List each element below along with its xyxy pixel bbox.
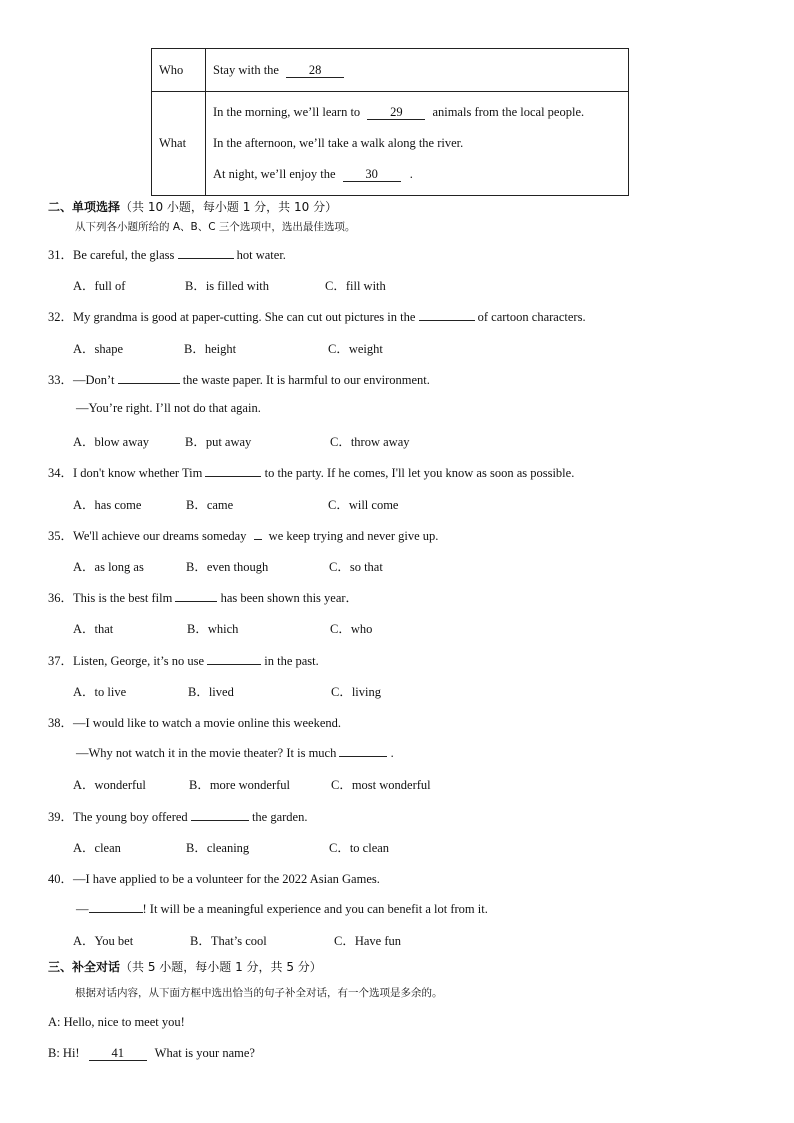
- question-35: 35．We'll achieve our dreams someday we keep trying and never give up.: [48, 529, 439, 543]
- option-40-c[interactable]: C．Have fun: [334, 934, 401, 948]
- option-35-b[interactable]: B．even though: [186, 560, 269, 574]
- option-38-a[interactable]: A．wonderful: [73, 778, 146, 792]
- option-39-b[interactable]: B．cleaning: [186, 841, 250, 855]
- option-35-a[interactable]: A．as long as: [73, 560, 144, 574]
- what-label: What: [152, 92, 206, 196]
- option-32-c[interactable]: C．weight: [328, 342, 383, 356]
- question-33-reply: —You’re right. I’ll not do that again.: [76, 401, 261, 415]
- option-39-a[interactable]: A．clean: [73, 841, 121, 855]
- who-label: Who: [152, 49, 206, 92]
- option-37-a[interactable]: A．to live: [73, 685, 127, 699]
- question-38: 38．—I would like to watch a movie online this weekend.: [48, 716, 342, 730]
- blank-30: 30: [343, 167, 401, 182]
- option-31-c[interactable]: C．fill with: [325, 279, 386, 293]
- question-40: 40．—I have applied to be a volunteer for the 2022 Asian Games.: [48, 872, 380, 886]
- option-34-a[interactable]: A．has come: [73, 498, 142, 512]
- option-36-b[interactable]: B．which: [187, 622, 239, 636]
- table-row-who: [152, 49, 629, 92]
- option-35-c[interactable]: C．so that: [329, 560, 383, 574]
- option-38-c[interactable]: C．most wonderful: [331, 778, 431, 792]
- question-40-reply: — ! It will be a meaningful experience and you can benefit a lot from it.: [76, 902, 488, 916]
- option-31-a[interactable]: A．full of: [73, 279, 126, 293]
- option-39-c[interactable]: C．to clean: [329, 841, 390, 855]
- who-cell: [206, 49, 629, 92]
- section3-instruction: 根据对话内容，从下面方框中选出恰当的句子补全对话，有一个选项是多余的。: [75, 987, 443, 999]
- option-33-c[interactable]: C．throw away: [330, 435, 410, 449]
- question-33: 33．—Don’t the waste paper. It is harmful to our environment.: [48, 373, 430, 387]
- question-36: 36．This is the best film has been shown this year．: [48, 591, 359, 605]
- option-34-c[interactable]: C．will come: [328, 498, 399, 512]
- option-36-c[interactable]: C．who: [330, 622, 373, 636]
- question-39: 39．The young boy offered the garden.: [48, 810, 308, 824]
- what-line-3: At night, we’ll enjoy the 30 .: [213, 167, 413, 181]
- option-32-a[interactable]: A．shape: [73, 342, 123, 356]
- blank-41: 41: [89, 1046, 147, 1061]
- what-line-1: In the morning, we’ll learn to 29 animals from the local people.: [213, 105, 585, 119]
- option-37-b[interactable]: B．lived: [188, 685, 234, 699]
- dialogue-line-a1: A: Hello, nice to meet you!: [48, 1015, 185, 1029]
- dialogue-line-b1: B: Hi! 41 What is your name?: [48, 1046, 255, 1060]
- what-line-2: In the afternoon, we’ll take a walk along the river.: [213, 136, 464, 150]
- option-32-b[interactable]: B．height: [184, 342, 237, 356]
- option-40-a[interactable]: A．You bet: [73, 934, 134, 948]
- blank-28: 28: [286, 63, 344, 78]
- option-31-b[interactable]: B．is filled with: [185, 279, 270, 293]
- section2-instruction: 从下列各小题所给的 A、B、C 三个选项中，选出最佳选项。: [75, 221, 356, 233]
- what-cell: [206, 92, 629, 196]
- option-33-a[interactable]: A．blow away: [73, 435, 150, 449]
- blank-29: 29: [367, 105, 425, 120]
- who-text: Stay with the: [213, 62, 279, 77]
- question-38-reply: —Why not watch it in the movie theater? It is much .: [76, 746, 394, 760]
- section3-title: 三、补全对话（共 5 小题，每小题 1 分，共 5 分）: [48, 960, 322, 974]
- question-31: 31．Be careful, the glass hot water.: [48, 248, 286, 262]
- option-40-b[interactable]: B．That’s cool: [190, 934, 267, 948]
- activity-table: [151, 48, 629, 196]
- option-37-c[interactable]: C．living: [331, 685, 382, 699]
- question-32: 32．My grandma is good at paper-cutting. She can cut out pictures in the of cartoon characters.: [48, 310, 586, 324]
- option-36-a[interactable]: A．that: [73, 622, 114, 636]
- question-37: 37．Listen, George, it’s no use in the past.: [48, 654, 319, 668]
- table-row-what: [152, 92, 629, 196]
- question-34: 34．I don't know whether Tim to the party. If he comes, I'll let you know as soon as possible.: [48, 466, 575, 480]
- option-34-b[interactable]: B．came: [186, 498, 234, 512]
- option-38-b[interactable]: B．more wonderful: [189, 778, 291, 792]
- section2-title: 二、单项选择（共 10 小题，每小题 1 分，共 10 分）: [48, 200, 338, 214]
- option-33-b[interactable]: B．put away: [185, 435, 252, 449]
